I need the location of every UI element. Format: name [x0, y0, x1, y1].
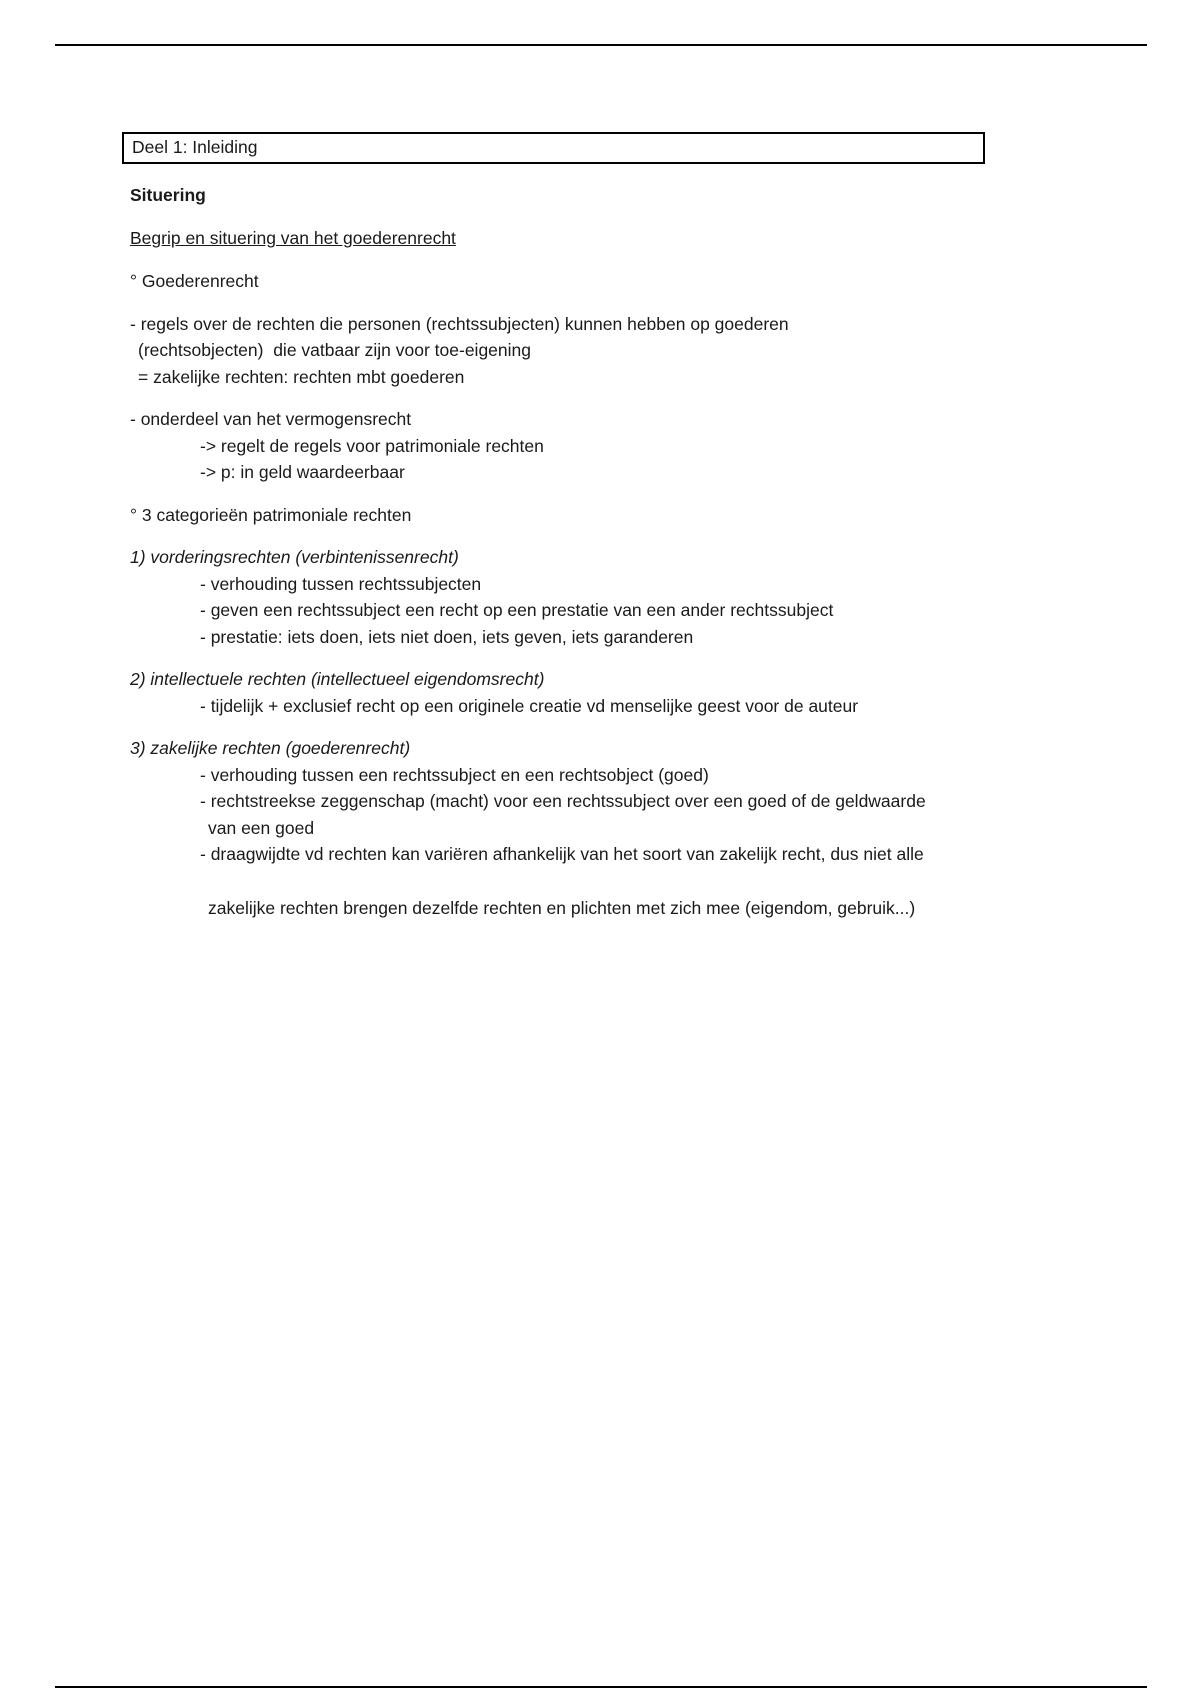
text-line: - regels over de rechten die personen (rechtssubjecten) kunnen hebben op goederen [130, 313, 789, 334]
section-heading: Situering [130, 185, 206, 205]
text-line: -> p: in geld waardeerbaar [200, 462, 405, 482]
text-line: - verhouding tussen een rechtssubject en een rechtsobject (goed) [200, 764, 709, 785]
text-line: van een goed [208, 817, 315, 838]
text-line: = zakelijke rechten: rechten mbt goederen [138, 366, 465, 387]
paragraph [130, 406, 1080, 486]
text-line: ° 3 categorieën patrimoniale rechten [130, 504, 412, 525]
text-line: - tijdelijk + exclusief recht op een originele creatie vd menselijke geest voor de auteur [200, 695, 859, 716]
bottom-page-rule [55, 1686, 1147, 1688]
text-line: (rechtsobjecten) die vatbaar zijn voor toe-eigening [138, 340, 531, 360]
paragraph [130, 502, 1080, 529]
paragraph [130, 544, 1080, 650]
text-line: - onderdeel van het vermogensrecht [130, 409, 412, 429]
list-heading: 1) vorderingsrechten (verbintenissenrecht) [130, 547, 459, 567]
page-title: Deel 1: Inleiding [132, 137, 258, 157]
text-line: - geven een rechtssubject een recht op een prestatie van een ander rechtssubject [200, 600, 834, 620]
text-line: -> regelt de regels voor patrimoniale rechten [200, 435, 544, 456]
text-line: ° Goederenrecht [130, 271, 259, 291]
text-line: zakelijke rechten brengen dezelfde rechten en plichten met zich mee (eigendom, gebruik...) [208, 897, 916, 918]
paragraph [130, 735, 1080, 921]
title-box [122, 132, 985, 164]
paragraph [130, 666, 1080, 719]
text-line: - verhouding tussen rechtssubjecten [200, 573, 482, 594]
text-line: - draagwijdte vd rechten kan variëren afhankelijk van het soort van zakelijk recht, dus niet alle [200, 844, 924, 864]
document-content [130, 132, 1080, 937]
list-heading: 3) zakelijke rechten (goederenrecht) [130, 738, 411, 758]
subsection-heading: Begrip en situering van het goederenrecht [130, 228, 456, 248]
paragraph [130, 268, 1080, 295]
text-line: - rechtstreekse zeggenschap (macht) voor een rechtssubject over een goed of de geldwaarde [200, 791, 926, 811]
blank-line [130, 868, 1080, 895]
list-heading: 2) intellectuele rechten (intellectueel eigendomsrecht) [130, 669, 545, 689]
top-page-rule [55, 44, 1147, 46]
paragraph [130, 311, 1080, 391]
text-line: - prestatie: iets doen, iets niet doen, iets geven, iets garanderen [200, 626, 694, 647]
